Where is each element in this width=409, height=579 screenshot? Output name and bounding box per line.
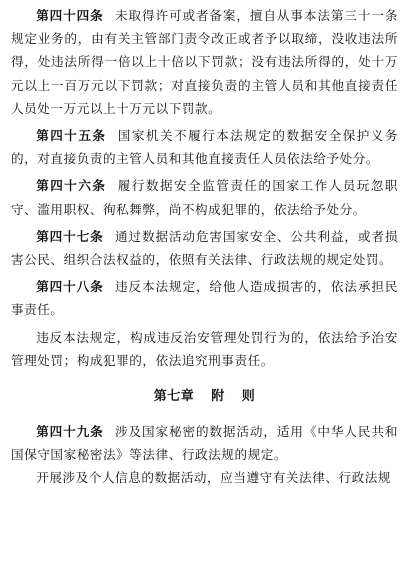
article-46: [11, 174, 398, 220]
article-number: 第四十七条: [36, 228, 104, 244]
article-text: 国家机关不履行本法规定的数据安全保护义务的，对直接负责的主管人员和其他直接责任人员依法给予处分。: [11, 128, 399, 167]
article-number: 第四十八条: [36, 279, 104, 295]
article-number: 第四十六条: [36, 178, 107, 194]
article-45: [11, 124, 398, 170]
article-48: [11, 275, 398, 321]
article-text: 违反本法规定，给他人造成损害的，依法承担民事责任。: [11, 279, 398, 318]
article-number: 第四十五条: [36, 128, 107, 144]
article-text: 履行数据安全监管责任的国家工作人员玩忽职守、滥用职权、徇私舞弊，尚不构成犯罪的，依法给予处分。: [11, 178, 399, 217]
article-47: [11, 225, 398, 271]
chapter-title: 第七章 附 则: [153, 389, 256, 405]
article-number: 第四十四条: [36, 8, 104, 23]
article-49: [11, 420, 398, 466]
article-44: [11, 4, 398, 120]
article-49-paragraph-2: 开展涉及个人信息的数据活动，应当遵守有关法律、行政法规: [36, 470, 392, 486]
article-text: 涉及国家秘密的数据活动，适用《中华人民共和国保守国家秘密法》等法律、行政法规的规定。: [11, 424, 398, 463]
article-text: 未取得许可或者备案，擅自从事本法第三十一条规定业务的，由有关主管部门责令改正或者予以取缔，没收违法所得，处违法所得一倍以上十倍以下罚款；没有违法所得的，处十万元以上一百万元以下罚款；对直接负责的主管人员和其他直接责任人员处一万元以上十万元以下罚款。: [11, 8, 398, 116]
article-48-paragraph-2: 违反本法规定，构成违反治安管理处罚行为的，依法给予治安管理处罚；构成犯罪的，依法追究刑事责任。: [11, 329, 398, 368]
article-number: 第四十九条: [36, 424, 104, 440]
article-text: 通过数据活动危害国家安全、公共利益，或者损害公民、组织合法权益的，依照有关法律、行政法规的规定处罚。: [11, 228, 398, 268]
